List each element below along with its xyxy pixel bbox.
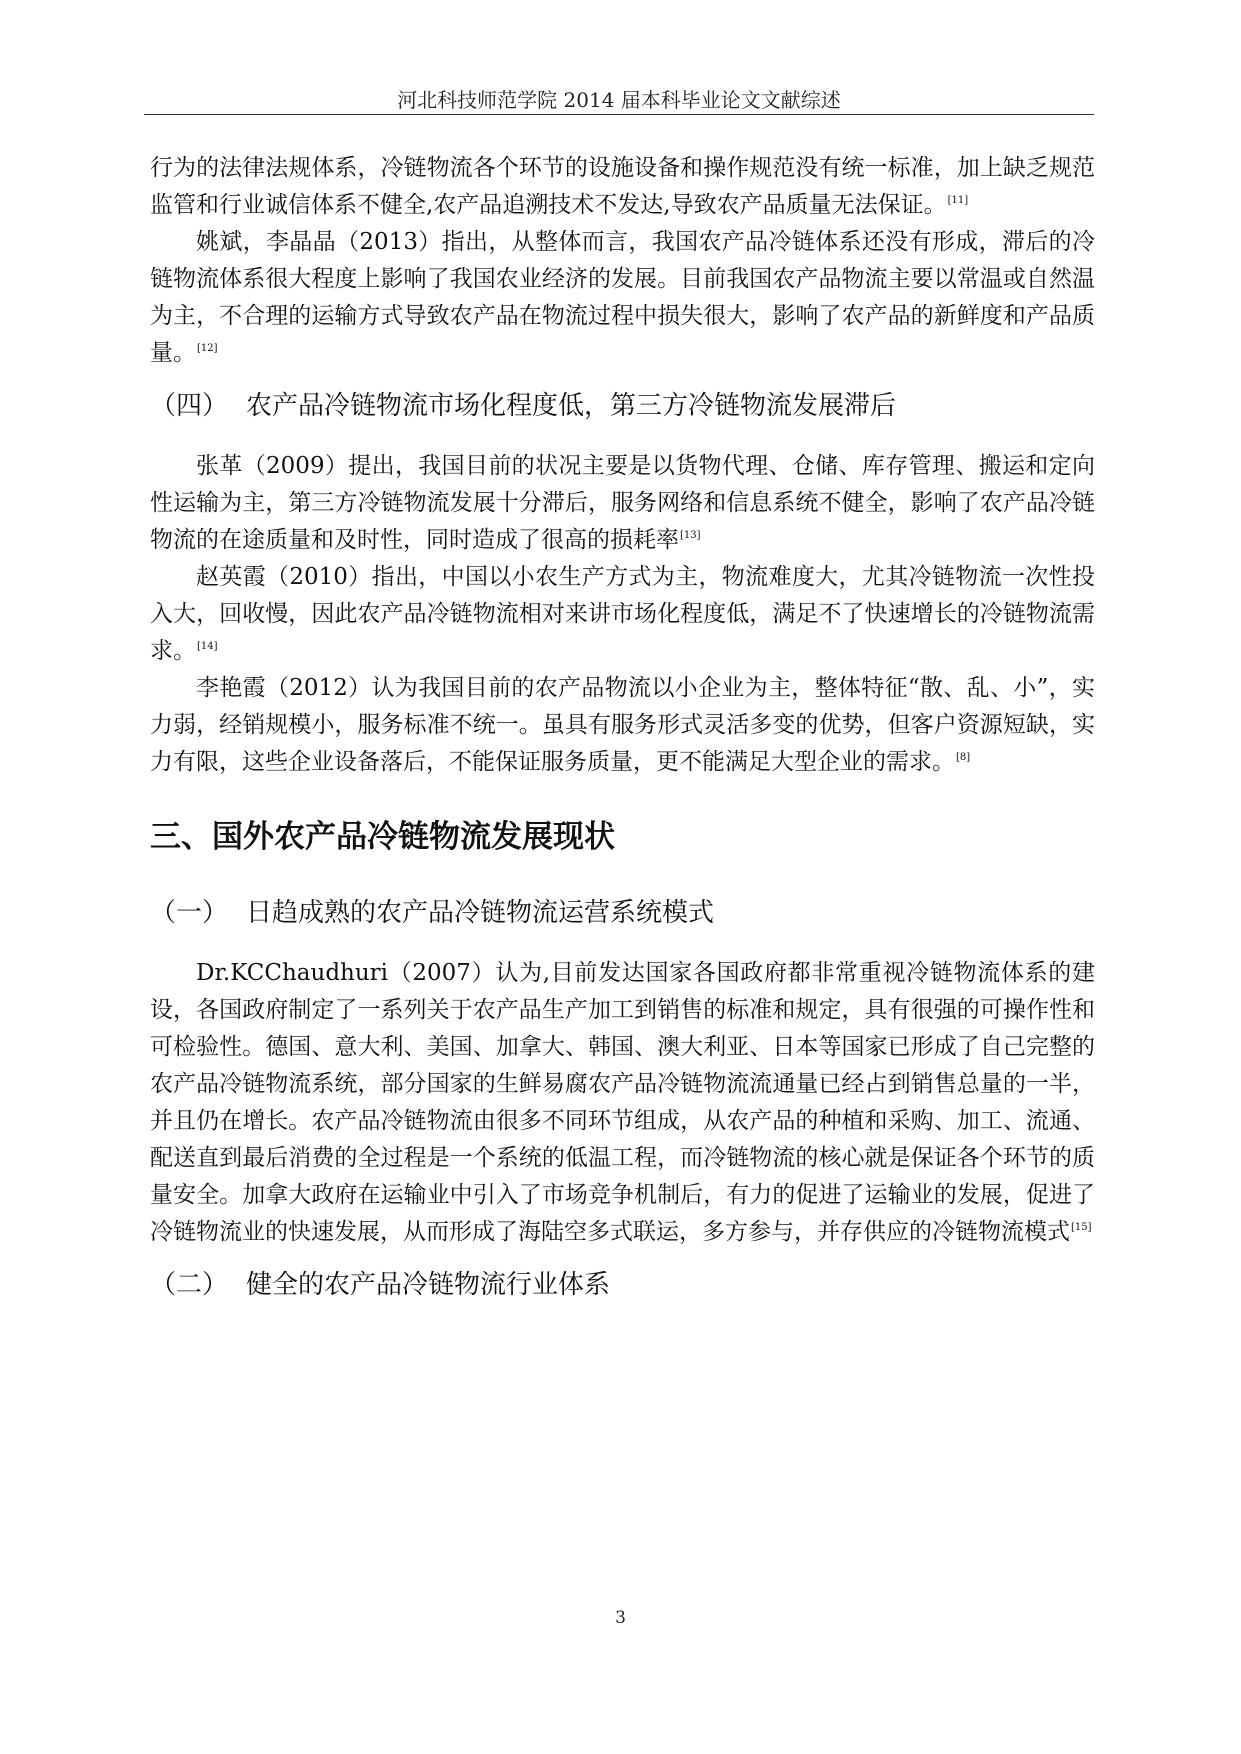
section-heading: 三、国外农产品冷链物流发展现状 [150, 819, 615, 855]
header-rule [144, 114, 1094, 115]
subheading-one [150, 893, 1095, 933]
paragraph-li-yanxia [150, 670, 1095, 781]
page-body [150, 150, 1095, 1305]
citation: [15] [1071, 1222, 1092, 1234]
subheading-number: （四） [150, 391, 229, 421]
subheading-title: 农产品冷链物流市场化程度低，第三方冷链物流发展滞后 [246, 391, 897, 421]
running-header: 河北科技师范学院 2014 届本科毕业论文文献综述 [397, 88, 841, 112]
citation: [8] [956, 752, 971, 764]
page-number: 3 [615, 1608, 626, 1628]
subheading-title: 健全的农产品冷链物流行业体系 [246, 1270, 611, 1300]
subheading-number: （一） [150, 898, 229, 928]
paragraph-continued [150, 150, 1095, 224]
paragraph-text: 姚斌，李晶晶（2013）指出，从整体而言，我国农产品冷链体系还没有形成，滞后的冷链物流体系很大程度上影响了我国农业经济的发展。目前我国农产品物流主要以常温或自然温为主，不合理的运输方式导致农产品在物流过程中损失很大，影响了农产品的新鲜度和产品质量。 [150, 229, 1095, 366]
paragraph-chaudhuri [150, 955, 1095, 1251]
paragraph-text: Dr.KCChaudhuri（2007）认为,目前发达国家各国政府都非常重视冷链物流体系的建设，各国政府制定了一系列关于农产品生产加工到销售的标准和规定，具有很强的可操作性和可检验性。德国、意大利、美国、加拿大、韩国、澳大利亚、日本等国家已形成了自己完整的农产品冷链物流系统，部分国家的生鲜易腐农产品冷链物流流通量已经占到销售总量的一半，并且仍在增长。农产品冷链物流由很多不同环节组成，从农产品的种植和采购、加工、流通、配送直到最后消费的全过程是一个系统的低温工程，而冷链物流的核心就是保证各个环节的质量安全。加拿大政府在运输业中引入了市场竞争机制后，有力的促进了运输业的发展，促进了冷链物流业的快速发展，从而形成了海陆空多式联运，多方参与，并存供应的冷链物流模式 [150, 960, 1095, 1245]
paragraph-zhao-yingxia [150, 559, 1095, 670]
paragraph-text: 赵英霞（2010）指出，中国以小农生产方式为主，物流难度大，尤其冷链物流一次性投入大，回收慢，因此农产品冷链物流相对来讲市场化程度低，满足不了快速增长的冷链物流需求。 [150, 564, 1095, 664]
citation: [11] [947, 195, 969, 207]
citation: [14] [197, 641, 218, 653]
paragraph-text: 张革（2009）提出，我国目前的状况主要是以货物代理、仓储、库存管理、搬运和定向性运输为主，第三方冷链物流发展十分滞后，服务网络和信息系统不健全，影响了农产品冷链物流的在途质量和及时性，同时造成了很高的损耗率 [150, 453, 1095, 553]
subheading-number: （二） [150, 1270, 229, 1300]
citation: [12] [197, 343, 218, 355]
paragraph-yao-bin [150, 224, 1095, 372]
subheading-two [150, 1265, 1095, 1305]
subheading-four [150, 386, 1095, 426]
citation: [13] [680, 530, 701, 542]
subheading-title: 日趋成熟的农产品冷链物流运营系统模式 [246, 898, 715, 928]
paragraph-zhang-ge [150, 448, 1095, 559]
paragraph-text: 行为的法律法规体系，冷链物流各个环节的设施设备和操作规范没有统一标准，加上缺乏规范监管和行业诚信体系不健全,农产品追溯技术不发达,导致农产品质量无法保证。 [150, 155, 1095, 218]
paragraph-text: 李艳霞（2012）认为我国目前的农产品物流以小企业为主，整体特征“散、乱、小”，实力弱，经销规模小，服务标准不统一。虽具有服务形式灵活多变的优势，但客户资源短缺，实力有限，这些企业设备落后，不能保证服务质量，更不能满足大型企业的需求。 [150, 675, 1095, 775]
